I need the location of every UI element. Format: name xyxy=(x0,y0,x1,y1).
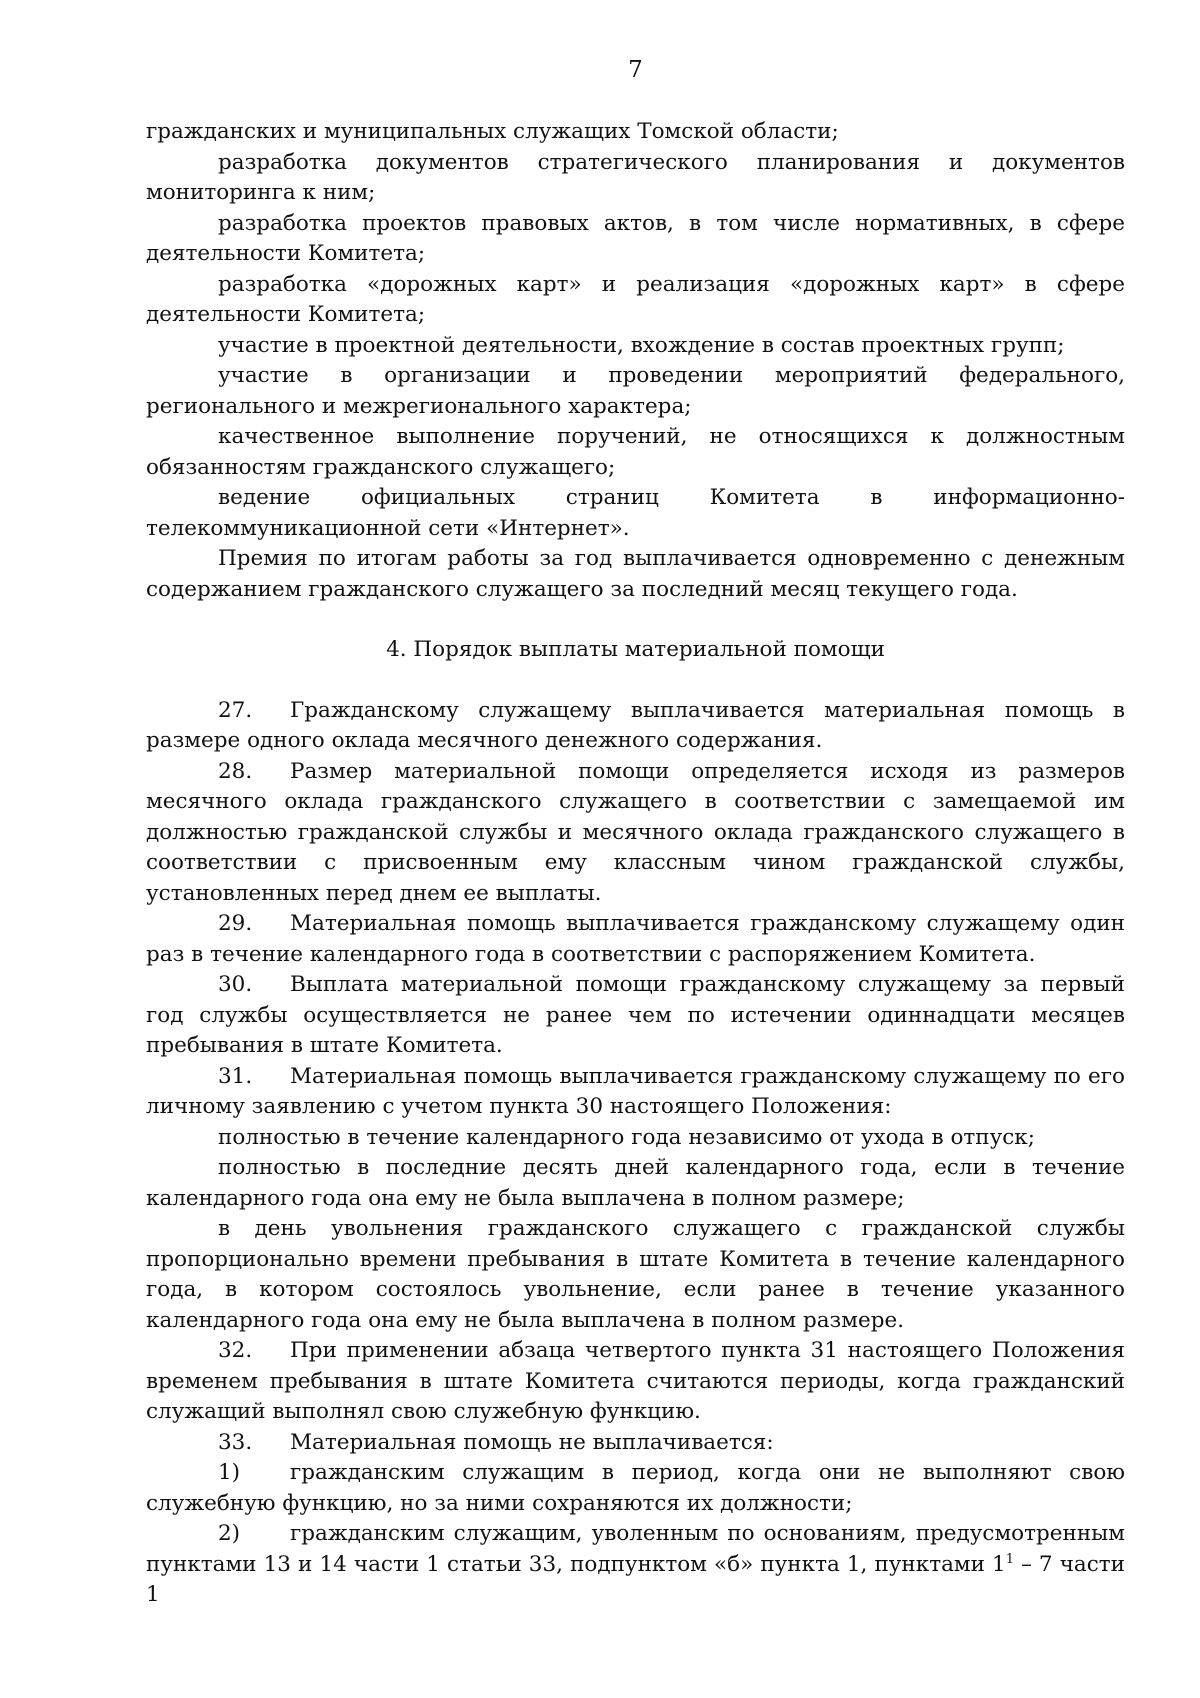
subitem-number: 2) xyxy=(218,1521,241,1546)
clause-33-subitem-2 xyxy=(146,1519,1125,1611)
subitem-text: гражданским служащим в период, когда они не выполняют свою служебную функцию, но за ними сохраняются их должности; xyxy=(146,1460,1125,1516)
clause-28 xyxy=(146,757,1125,910)
superscript: 1 xyxy=(1005,1551,1015,1567)
list-item-strategic-docs: разработка документов стратегического планирования и документов мониторинга к ним; xyxy=(146,149,1125,205)
clause-31 xyxy=(146,1062,1125,1123)
paragraph-continuation: гражданских и муниципальных служащих Томской области; xyxy=(146,119,839,144)
clause-number: 33. xyxy=(218,1429,253,1455)
clause-number: 31. xyxy=(218,1063,253,1089)
clause-text: Материальная помощь выплачивается гражданскому служащему один раз в течение календарного года в соответствии с распоряжением Комитета. xyxy=(146,911,1125,967)
list-item-road-maps: разработка «дорожных карт» и реализация «дорожных карт» в сфере деятельности Комитета; xyxy=(146,271,1125,327)
subitem-text-tail: – 7 части 1 xyxy=(146,1551,1125,1607)
list-item-events: участие в организации и проведении мероприятий федерального, регионального и межрегионального характера; xyxy=(146,363,1125,419)
section-title: 4. Порядок выплаты материальной помощи xyxy=(386,637,885,662)
subitem-number: 1) xyxy=(218,1460,241,1485)
clause-31-subitem-c: в день увольнения гражданского служащего с гражданской службы пропорционально времени пребывания в штате Комитета в течение календарного года, в котором состоялось увольнение, если ранее в течение указанного календарного года она ему не была выплачена в полном размере. xyxy=(146,1216,1125,1333)
clause-31-subitem-b: полностью в последние десять дней календарного года, если в течение календарного года она ему не была выплачена в полном размере; xyxy=(146,1155,1125,1211)
clause-number: 32. xyxy=(218,1338,253,1363)
clause-text: Материальная помощь выплачивается гражданскому служащему по его личному заявлению с учетом пункта 30 настоящего Положения: xyxy=(146,1063,1125,1119)
clause-text: Гражданскому служащему выплачивается материальная помощь в размере одного оклада месячного денежного содержания. xyxy=(146,697,1125,753)
subitem-text: гражданским служащим, уволенным по основаниям, предусмотренным пунктами 13 и 14 части 1 статьи 33, подпунктом «б» пункта 1, пунктами 1 xyxy=(146,1521,1125,1577)
page-number: 7 xyxy=(628,57,643,83)
clause-text: Размер материальной помощи определяется исходя из размеров месячного оклада гражданского служащего в соответствии с замещаемой им должностью гражданской службы и месячного оклада гражданского служащего в соответствии с присвоенным ему классным чином гражданской службы, установленных перед днем ее выплаты. xyxy=(146,758,1125,906)
clause-33 xyxy=(146,1428,1125,1459)
clause-33-subitem-1 xyxy=(146,1458,1125,1519)
paragraph-annual-bonus: Премия по итогам работы за год выплачивается одновременно с денежным содержанием гражданского служащего за последний месяц текущего года. xyxy=(146,546,1125,602)
clause-number: 28. xyxy=(218,758,253,784)
clause-text: Материальная помощь не выплачивается: xyxy=(290,1429,774,1455)
clause-31-subitem-a: полностью в течение календарного года независимо от ухода в отпуск; xyxy=(218,1124,1035,1150)
clause-27 xyxy=(146,696,1125,757)
list-item-legal-acts: разработка проектов правовых актов, в том числе нормативных, в сфере деятельности Комитета; xyxy=(146,210,1125,266)
document-page xyxy=(146,55,1125,1611)
clause-text: Выплата материальной помощи гражданскому служащему за первый год службы осуществляется не ранее чем по истечении одиннадцати месяцев пребывания в штате Комитета. xyxy=(146,972,1125,1058)
clause-number: 29. xyxy=(218,911,253,936)
clause-number: 27. xyxy=(218,697,253,723)
list-item-official-pages: ведение официальных страниц Комитета в информационно-телекоммуникационной сети «Интернет». xyxy=(146,485,1125,541)
list-item-assignments: качественное выполнение поручений, не относящихся к должностным обязанностям гражданского служащего; xyxy=(146,424,1125,480)
clause-text: При применении абзаца четвертого пункта 31 настоящего Положения временем пребывания в штате Комитета считаются периоды, когда гражданский служащий выполнял свою служебную функцию. xyxy=(146,1338,1125,1424)
clause-29 xyxy=(146,909,1125,970)
clause-32 xyxy=(146,1336,1125,1428)
clause-number: 30. xyxy=(218,972,253,997)
clause-30 xyxy=(146,970,1125,1062)
list-item-project-activity: участие в проектной деятельности, вхождение в состав проектных групп; xyxy=(218,332,1065,358)
